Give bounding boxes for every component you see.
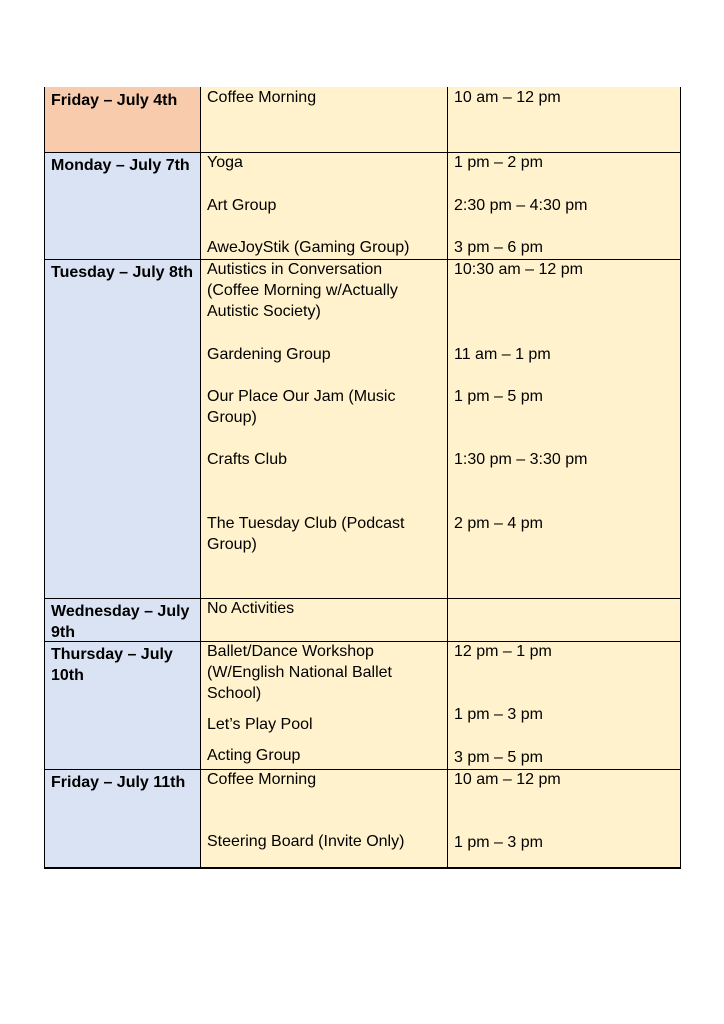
table-row (44, 769, 681, 867)
time-item: 10:30 am – 12 pm (454, 261, 583, 278)
activity-item: Gardening Group (207, 346, 331, 363)
day-cell (44, 598, 200, 641)
day-label: Tuesday – July 8th (51, 264, 193, 281)
activity-item: Acting Group (207, 747, 301, 764)
table-row (44, 87, 681, 152)
row-divider (44, 259, 681, 260)
time-item: 1 pm – 5 pm (454, 388, 543, 405)
day-cell (44, 87, 200, 152)
time-item: 1 pm – 2 pm (454, 154, 543, 171)
time-item: 3 pm – 6 pm (454, 239, 543, 256)
times-cell (447, 598, 681, 641)
activities-cell (200, 769, 447, 867)
activity-item: Steering Board (Invite Only) (207, 833, 405, 850)
times-cell (447, 641, 681, 769)
times-cell (447, 259, 681, 598)
row-divider (44, 641, 681, 642)
activity-item: Our Place Our Jam (Music Group) (207, 388, 396, 426)
table-border-left (44, 87, 45, 867)
table-row (44, 641, 681, 769)
time-item: 10 am – 12 pm (454, 89, 561, 106)
activities-cell (200, 87, 447, 152)
activities-cell (200, 598, 447, 641)
time-item: 1:30 pm – 3:30 pm (454, 451, 588, 468)
activities-cell (200, 641, 447, 769)
times-cell (447, 769, 681, 867)
day-label: Friday – July 11th (51, 774, 186, 791)
day-cell (44, 641, 200, 769)
table-row (44, 152, 681, 259)
column-divider (447, 87, 448, 867)
activity-item: Crafts Club (207, 451, 288, 468)
time-item: 12 pm – 1 pm (454, 643, 552, 660)
time-item: 2 pm – 4 pm (454, 515, 543, 532)
table-border-right (680, 87, 681, 867)
activity-item: Coffee Morning (207, 771, 317, 788)
time-item: 11 am – 1 pm (454, 346, 551, 363)
activity-item: AweJoyStik (Gaming Group) (207, 239, 410, 256)
activities-cell (200, 152, 447, 259)
activity-item: No Activities (207, 600, 295, 617)
time-item: 10 am – 12 pm (454, 771, 561, 788)
activity-item: Yoga (207, 154, 243, 171)
table-row (44, 598, 681, 641)
row-divider (44, 152, 681, 153)
row-divider (44, 769, 681, 770)
time-item: 1 pm – 3 pm (454, 834, 543, 851)
activity-item: The Tuesday Club (Podcast Group) (207, 515, 405, 553)
activities-cell (200, 259, 447, 598)
table-border-bottom (44, 867, 681, 869)
day-label: Wednesday – July 9th (51, 603, 190, 641)
column-divider (200, 87, 201, 867)
activity-item: Art Group (207, 197, 277, 214)
table-row (44, 259, 681, 598)
activity-item: Coffee Morning (207, 89, 317, 106)
day-cell (44, 769, 200, 867)
day-label: Monday – July 7th (51, 157, 190, 174)
times-cell (447, 87, 681, 152)
activity-item: Autistics in Conversation (Coffee Morning w/Actually Autistic Society) (207, 261, 398, 320)
activity-item: Ballet/Dance Workshop (W/English National Ballet School) (207, 643, 392, 702)
time-item: 1 pm – 3 pm (454, 706, 543, 723)
day-label: Thursday – July 10th (51, 646, 173, 684)
time-item: 3 pm – 5 pm (454, 749, 543, 766)
times-cell (447, 152, 681, 259)
row-divider (44, 598, 681, 599)
day-cell (44, 259, 200, 598)
time-item: 2:30 pm – 4:30 pm (454, 197, 588, 214)
day-cell (44, 152, 200, 259)
day-label: Friday – July 4th (51, 92, 178, 109)
activity-item: Let’s Play Pool (207, 716, 313, 733)
